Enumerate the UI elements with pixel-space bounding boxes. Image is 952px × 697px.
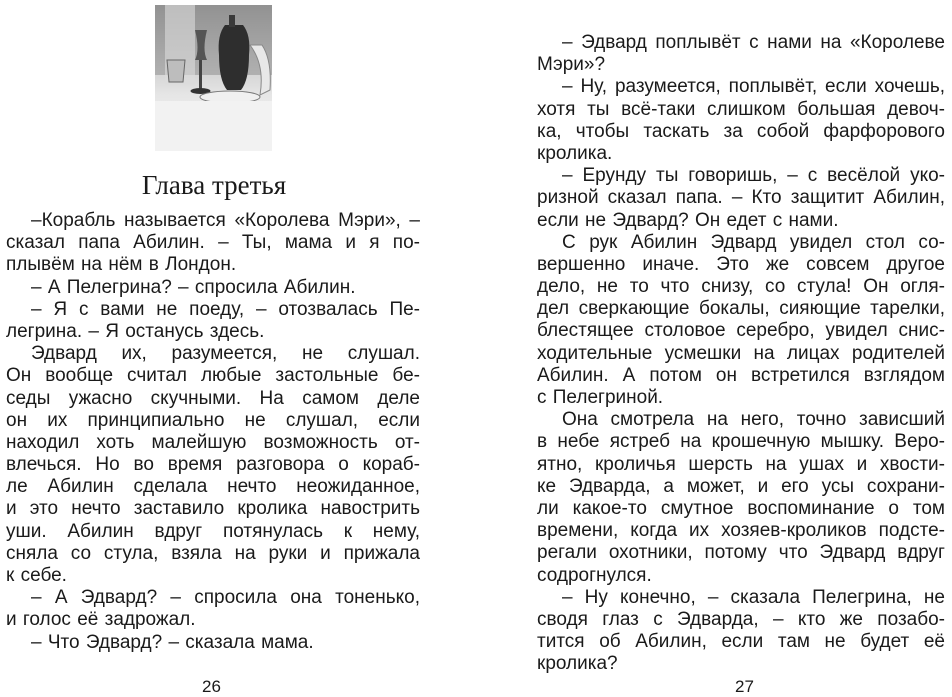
paragraph <box>6 210 420 277</box>
text-line: к себе. <box>6 565 67 586</box>
paragraph <box>537 232 945 410</box>
text-line: регали охотники, потому что Эдвард вдруг <box>537 542 945 564</box>
paragraph <box>6 299 420 343</box>
text-line: ризной сказал папа. – Кто защитит Абилин, <box>537 187 945 209</box>
text-line: Мэри»? <box>537 54 606 76</box>
text-line: кролика? <box>537 653 618 675</box>
text-line: сняла со стула, взяла на руки и прижала <box>6 542 420 564</box>
paragraph <box>6 343 420 587</box>
page-number-left: 26 <box>202 677 221 696</box>
paragraph <box>6 277 420 299</box>
text-line: – Я с вами не поеду, – отозвалась Пе- <box>31 298 420 320</box>
paragraph <box>537 587 945 676</box>
text-line: Эдвард их, разумеется, не слушал. <box>31 343 420 365</box>
text-line: – А Эдвард? – спросила она тоненько, <box>31 587 420 609</box>
paragraph <box>6 587 420 631</box>
text-line: ке Эдварда, а может, и его усы сохрани- <box>537 475 945 497</box>
text-line: – Эдвард поплывёт с нами на «Королеве <box>562 32 945 53</box>
text-line: и это нечто заставило кролика навострить <box>6 498 420 520</box>
text-line: кролика. <box>537 142 613 164</box>
text-line: содрогнулся. <box>537 564 652 586</box>
paragraph <box>537 409 945 587</box>
text-line: ходительные усмешки на лицах родителей <box>537 342 945 364</box>
text-line: сказал папа Абилин. – Ты, мама и я по- <box>6 232 420 254</box>
text-line: дело, не то что снизу, со стула! Он огля- <box>537 276 945 298</box>
page-number-right: 27 <box>735 677 754 696</box>
text-line: находил хоть малейшую возможность от- <box>6 431 420 453</box>
text-line: в небе ястреб на крошечную мышку. Веро- <box>537 431 945 453</box>
text-line: Он вообще считал любые застольные бе- <box>6 365 420 387</box>
text-line: дел сверкающие бокалы, сияющие тарелки, <box>537 298 945 320</box>
text-line: – Ерунду ты говоришь, – с весёлой уко- <box>562 165 945 187</box>
text-line: хотя ты всё-таки слишком большая девоч- <box>537 98 945 120</box>
text-line: вершенно иначе. Это же совсем другое <box>537 253 945 275</box>
paragraph <box>537 32 945 76</box>
text-line: плывём на нём в Лондон. <box>6 254 237 276</box>
text-line: ятно, кроличья шерсть на ушах и хвости- <box>537 453 945 475</box>
text-line: Абилин. А потом он встретился взглядом <box>537 364 945 386</box>
text-line: влечься. Но во время разговора о кораб- <box>6 454 420 476</box>
chapter-title: Глава третья <box>141 170 287 200</box>
text-line: ка, чтобы таскать за собой фарфорового <box>537 120 945 142</box>
text-line: он их принципиально не слушал, если <box>6 409 420 431</box>
text-line: Она смотрела на него, точно зависший <box>562 409 945 431</box>
text-line: – А Пелегрина? – спросила Абилин. <box>31 276 356 298</box>
paragraph <box>537 76 945 165</box>
paragraph <box>537 165 945 232</box>
table-setting-illustration <box>155 5 272 151</box>
text-line: времени, когда их хозяев-кроликов подсте- <box>537 520 945 542</box>
right-page-text <box>537 32 945 675</box>
text-line: и голос её задрожал. <box>6 609 196 631</box>
text-line: с Пелегриной. <box>537 387 664 408</box>
text-line: – Ну конечно, – сказала Пелегрина, не <box>562 586 945 608</box>
text-line: легрина. – Я останусь здесь. <box>6 320 265 342</box>
text-line: сводя глаз с Эдварда, – кто же позабо- <box>537 608 945 630</box>
paragraph <box>6 632 420 654</box>
text-line: седы ужасно скучными. На самом деле <box>6 387 420 409</box>
text-line: если не Эдвард? Он едет с нами. <box>537 209 839 231</box>
text-line: – Ну, разумеется, поплывёт, если хочешь, <box>562 76 945 98</box>
text-line: тится об Абилин, если там не будет её <box>537 631 945 653</box>
text-line: – Что Эдвард? – сказала мама. <box>31 631 314 653</box>
left-page-text <box>6 210 420 654</box>
chapter-illustration <box>155 5 272 151</box>
text-line: ли какое-то смутное воспоминание о том <box>537 497 945 519</box>
text-line: уши. Абилин вдруг потянулась к нему, <box>6 520 420 542</box>
text-line: С рук Абилин Эдвард увидел стол со- <box>562 231 945 253</box>
text-line: блестящее столовое серебро, увидел снис- <box>537 320 945 342</box>
text-line: –Корабль называется «Королева Мэри», – <box>31 210 420 231</box>
text-line: ле Абилин сделала нечто неожиданное, <box>6 476 420 498</box>
